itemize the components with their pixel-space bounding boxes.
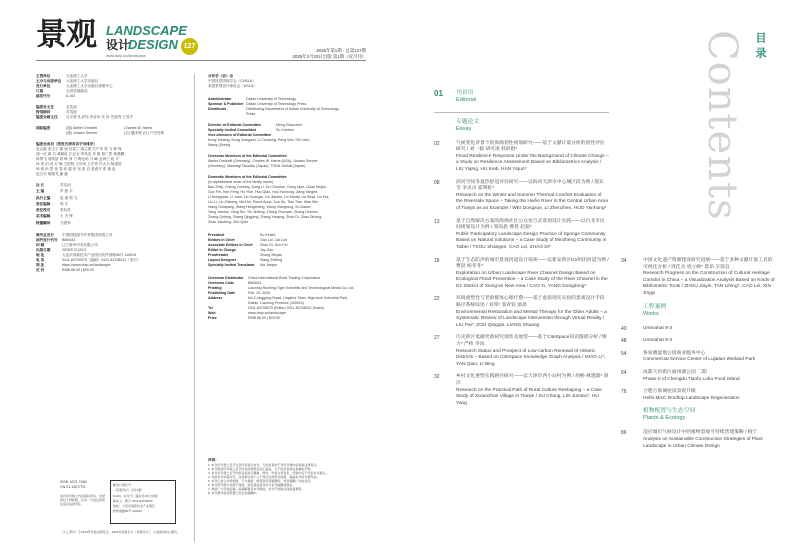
toc-section-cn: 植物配置与生态空间 xyxy=(643,408,696,415)
members-line: 包志毅 成玉宁 董 丽 杜春兰 端立群 关午军 郭 飞 韩 锋 xyxy=(36,147,122,151)
toc-title-cn: Ummahat 9-3 xyxy=(643,338,673,344)
issn-block xyxy=(60,480,106,506)
colophon-key: 特邀翻译 xyxy=(36,220,51,225)
colophon-key: 电 话 xyxy=(36,258,45,263)
toc-page-number: 86 xyxy=(621,430,627,437)
issue-line-2: 2025年2月20日出版 第1期（双月刊） xyxy=(292,54,366,59)
colophon-key: 邮发代号 xyxy=(36,94,51,98)
intl-editor-2: (日) 樋木保 (日) 户田芳树 xyxy=(124,131,165,135)
toc-title-en: Research on the Winter and Summer Thermal Comfort Evaluation of the Riverside Space – Taking the Haihe River in the Central Urban Area of Tianjin as an Example / WEI Dongxue, LI Zhenzhen, HUO Yanhong* xyxy=(456,192,608,211)
toc-section-labels xyxy=(643,408,695,422)
toc-page-number: 13 xyxy=(434,218,440,225)
colophon-key: Specially Invited Translator xyxy=(208,263,255,267)
members-line: 胡一可 黄 巧 黄顺虹 江亚全 李凤连 李 雄 林广思 林建麟 xyxy=(36,152,125,156)
colophon-key: Associate Editors in Chief xyxy=(208,243,253,247)
domestic-sub: (in alphabetical order of the family name) xyxy=(208,180,274,184)
masthead-divider xyxy=(36,60,366,61)
colophon-key xyxy=(208,112,246,117)
members-line: 杨 锐 孙 思 张 春 张 健 张 晋 张 启 张淑平 张 艳 赵 xyxy=(36,167,116,171)
toc-entry-text xyxy=(456,335,609,368)
colophon-key: Publishing Date xyxy=(208,291,236,295)
colophon-key: Overseas Code xyxy=(208,281,235,285)
colophon-row xyxy=(36,221,188,226)
colophon-value: Feb. 20, 2025 xyxy=(248,291,271,295)
logo-english-landscape: LANDSCAPE xyxy=(106,23,187,38)
colophon-value: China International Book Trading Corporation xyxy=(248,276,321,280)
colophon-key: Specially Invited Consultant xyxy=(208,128,256,132)
toc-title-cn: 滨河空间冬夏热舒适评价研究——以海河天津市中心城区段为例 / 殷东 雪 李贞贞 霍明虹* xyxy=(456,179,604,192)
colophon-key: 国际编委 xyxy=(36,126,51,130)
subscription-line: 联系人：郭宇 0411-84709075 xyxy=(113,498,153,503)
logo-english-design: DESIGN xyxy=(128,37,178,52)
colophon-row xyxy=(36,196,188,201)
colophon-value: 中国国际图书贸易集团有限公司 xyxy=(62,233,113,238)
toc-title-cn: 乡村文化重塑实践路径研究——以天津市西小站村为例 / 胡畅 林建燚* 胡洋 xyxy=(456,374,609,386)
subscription-line: 《景观设计》全年6册 xyxy=(113,488,142,493)
colophon-value: Wang Zhifeng xyxy=(260,258,283,262)
logo-chinese-design: 设计 xyxy=(106,38,131,52)
colophon-key: Editor in Charge xyxy=(208,248,236,252)
toc-title-cn: 气候变化背景下的海绵韧性规划研究——基于文献计量分析的韧性评估研究 / 刘一毅 胡可凌 韩轶群* xyxy=(456,140,605,153)
colophon-key: 责任编辑 xyxy=(36,201,51,206)
colophon-key: Address xyxy=(208,296,223,300)
colophon-key: 责任校对 xyxy=(36,208,51,213)
members-line: 林箐飞 刘滨谊 刘 晖 刘 力 陶达哈 马 嶂 孟海宁 欧 平 xyxy=(36,157,119,161)
colophon-value: 辽宁新华印务有限公司 xyxy=(62,243,98,248)
toc-page-number: 64 xyxy=(621,369,627,376)
colophon-key: 印 刷 xyxy=(36,243,45,248)
sponsor: 美国景观设计师协会（ASLA） xyxy=(208,84,257,88)
toc-entry-text xyxy=(643,389,740,402)
toc-title-en: Flood Resilience Response Under the Background of Climate Change – a Study on Resilience Assessment Based on Bibliometrics Analysis / LIU Yiqing, HU Kedi, HAN Yiqun* xyxy=(456,153,609,172)
toc-section xyxy=(434,90,609,104)
colophon-key: 美术编辑 xyxy=(36,214,51,219)
toc-entry-text xyxy=(456,141,609,174)
colophon-key: 主管单位 xyxy=(36,74,51,78)
toc-title-en: Environmental Restoration and Mental Therapy for the Older Adults – a Systematic Review of Landscape Intervention through Virtual Reality / LIU Pai*, ZOU Qingqin, LIANG Shuang xyxy=(456,309,607,328)
overseas-line: Atelier Dreiseitl (Germany), Charles W. Harris (USA), Johann Senner xyxy=(208,159,318,163)
colophon-value: 孔宇航 孔祥伟 李存东 沈 伟 史丽秀 王其亨 xyxy=(66,115,134,119)
colophon-value: 大连理工大学 xyxy=(66,74,88,78)
colophon-column-divider xyxy=(194,74,195,542)
colophon-value: Su Xuehen xyxy=(276,128,294,132)
subscription-line: 邮局订阅代号 xyxy=(113,483,132,487)
colophon-key: Editors in Chief xyxy=(208,238,235,242)
toc-title-en: Public Participatory Landscape Design Practice of Sponge Community Based on Natural Solutions – a Case Study of Minzheng Community in Taibei / TSOU Shangen, CAO Lei, ZHAO Di* xyxy=(456,231,607,250)
toc-entry[interactable] xyxy=(621,326,776,333)
toc-page-number: 08 xyxy=(434,179,440,186)
sponsor: 中国风景园林学会（CHSLA） xyxy=(208,79,256,83)
overseas-title: Overseas Members of the Editorial Committee xyxy=(208,154,287,158)
colophon-key: Director of Editorial Committee xyxy=(208,123,262,127)
colophon-key: Administrator xyxy=(208,97,232,101)
colophon-key: 海外总发行 xyxy=(36,233,54,238)
toc-section-cn: 刊首语 xyxy=(456,90,474,96)
colophon-value: Dalian, Liaoning Province (116024) xyxy=(248,301,304,305)
toc-section-cn: 专题论文 xyxy=(456,118,480,125)
colophon-value: 大连理工大学出版社营销中心 xyxy=(66,84,113,88)
toc-page-number: 27 xyxy=(434,335,440,342)
colophon-key: President xyxy=(208,233,225,237)
toc-section-cn: 工程案例 xyxy=(643,303,667,310)
subscription-line: 8-104，双月刊（逢双月20日出版） xyxy=(113,493,161,498)
toc-entry[interactable] xyxy=(621,430,776,450)
toc-page-number: 18 xyxy=(434,257,440,264)
toc-entry[interactable] xyxy=(434,335,609,368)
domestic-line: Zhang Qidong, Zhang Qingping, Zhang Yanying, Zhao Di, Zhao Dihong, xyxy=(208,215,323,219)
toc-page-number: 48 xyxy=(621,338,627,345)
intl-editor-1: (德) Atelier Dreiseitl xyxy=(66,126,98,130)
toc-title-cn: 适应城市气候设计中的植物景观可持续营建策略 / 杨宁 xyxy=(643,430,758,436)
colophon-value: 苏克治 xyxy=(60,183,71,187)
notice-item: 6. 本刊部分图片来源于网络，如有侵权请及时与本刊编辑部联系。 xyxy=(208,483,296,487)
toc-title-en: Research Status and Prospect of Low-carbon Renewal of Historic Districts – Based on CiteSpace Knowledge Graph Analysis / MIAO Li*, YAN Qiao, LI Bing xyxy=(456,348,606,367)
toc-entry-text xyxy=(643,326,672,333)
colophon-key: 发行单位 xyxy=(36,84,51,88)
colophon-key: 网 址 xyxy=(36,263,45,268)
colophon-value: 孟兆祯 xyxy=(66,105,77,109)
toc-title-cn: 环境重塑性与老龄群体心理疗愈——基于虚拟现实实验的景观设计手段路径系统综述 / 刘邦* 邹青钦 梁晨 xyxy=(456,296,605,309)
colophon-row xyxy=(36,208,188,213)
toc-title-cn: Ummahat 9-3 xyxy=(643,325,673,331)
toc-section-num xyxy=(621,408,643,422)
colophon-value: No.2 Linggong Road, Lingshui Town, High-tech Industrial Park, xyxy=(248,296,349,300)
toc-section-labels xyxy=(456,90,476,104)
toc-title-cn: 基于生态防洪的城市景观河道设计探索——以新安新区D1组团河道为例 / 曹晨 杨冬冬* xyxy=(456,257,609,270)
colophon-row xyxy=(36,202,188,207)
members-line: 孙 虎 田 优 万 敏 王国恒 王向荣 王宏荣 许大为 杨建园 xyxy=(36,162,122,166)
toc-entry[interactable] xyxy=(621,258,776,298)
toc-page-number: 40 xyxy=(621,325,627,332)
toc-entry-text xyxy=(643,338,672,345)
toc-page-number: 02 xyxy=(434,140,440,147)
colophon-key: 地 址 xyxy=(36,253,45,258)
colophon-key: Price xyxy=(208,316,217,320)
colophon-value: https://www.dutp.cn/landscape xyxy=(62,263,111,268)
committee-title: Vice-directors of Editorial Committee xyxy=(208,133,272,137)
toc-rule xyxy=(434,112,609,113)
toc-page-number: 22 xyxy=(434,296,440,303)
colophon-value: 郭 宇 xyxy=(60,201,69,206)
toc-page-number: 34 xyxy=(621,258,627,264)
overseas-line: (Germany), Masuagi Tamotsu (Japan), TODA Yoshiki (Japan) xyxy=(208,164,306,168)
colophon-key: 出版日期 xyxy=(36,248,51,253)
colophon-value: 2025年2月20日 xyxy=(62,248,87,253)
toc-entry-text xyxy=(456,219,609,252)
domestic-line: Guo Fei, Han Feng, Hu Yike, Huo Qiao, Huo Yanhong, Jiang Yangee, xyxy=(208,190,319,194)
toc-title-en: Exploration on Urban Landscape River Channel Design Based on Ecological Flood Prevention – a Case Study of the River Channel in the D1 District of Xiong'an New Area / CAO Yi, YANG Dongdong* xyxy=(456,270,608,289)
domestic-line: Wang Guoqiang, Wang Hongcheng, Wang Xiangrong, Xu Dawei, xyxy=(208,205,312,209)
toc-title-cn: 鲁家滩湿地公园商业服务中心 xyxy=(643,350,706,356)
notice-item: 1. 本刊所刊登之章节文章所有权归本刊，凡出版者均不对所刊登内容承担法律责任。 xyxy=(208,463,320,467)
colophon-value: 大连市高新技术产业园区软件园路80号 116024 xyxy=(62,253,137,258)
colophon-value: 大连理工大学出版社 xyxy=(66,79,99,83)
colophon-key: Sponsor & Publisher xyxy=(208,102,244,106)
issue-line-1: 2025年第1期 · 总第127期 xyxy=(316,48,366,53)
notice-item: 5. 本刊已加入中国知网、万方数据、维普资讯等数据库，作者稿酬一次性支付。 xyxy=(208,479,314,483)
colophon-value: Zhao Di, Guo Fei xyxy=(260,243,288,247)
colophon-value: Meng Zhaozhen xyxy=(276,123,302,127)
colophon-value: RMB 88.00 | $20.00 xyxy=(62,268,94,273)
toc-title-en: Hefei MixC Rooftop Landscape Regeneration xyxy=(643,395,740,401)
members-line: 赵万年 胡晓龙 潘 潘 xyxy=(36,172,68,176)
toc-column-right xyxy=(621,258,776,456)
masthead-url: www.dutp.cn/landscape xyxy=(106,54,146,58)
committee-names: Wang Qiheng xyxy=(208,143,230,147)
domestic-line: Bao Zhiyi, Cheng Yunning, Dong Li, Du Chunlan, Gong Lijun, Guan Wujun, xyxy=(208,185,328,189)
domestic-line: Liu Li, Liu Zhiheng, Ma Hui, Pierre Auric, Sun Hu, Tian Tian, Wan Min, xyxy=(208,200,319,204)
toc-section-en: Essay xyxy=(456,125,472,132)
colophon-value: Su Keizhi xyxy=(260,233,276,237)
colophon-value: 马建军 xyxy=(60,220,71,225)
colophon-value: Zhang Xinyan xyxy=(260,253,283,257)
colophon-value: Gao Lai, Cai Lun xyxy=(260,238,287,242)
toc-entry-text xyxy=(643,351,755,364)
contents-heading-cn: 目录 xyxy=(754,32,766,62)
intl-editor-2: Charles W. Harris xyxy=(124,126,153,130)
toc-title-en: Analysis on Sustainable Construction Strategies of Plant Landscape in Urban Climate Design xyxy=(643,436,763,449)
contents-heading-big: Contents xyxy=(699,30,745,221)
colophon-value: 全国各地邮局 xyxy=(66,89,88,93)
toc-entry-text xyxy=(643,258,776,298)
toc-entry-text xyxy=(643,370,740,383)
issue-badge: 127 xyxy=(181,38,198,55)
toc-entry[interactable] xyxy=(434,296,609,329)
notice-item: 3. 本刊对刊登之章节内容有权进行删减、修改，作者文责自负，所载内容不代表本刊观点。 xyxy=(208,471,329,475)
colophon-value: Ma Jianjun xyxy=(260,263,278,267)
colophon-value: 张昕昌 xyxy=(60,208,71,213)
toc-entry-text xyxy=(456,374,609,407)
toc-entry[interactable] xyxy=(434,374,609,407)
colophon-key: 社 长 xyxy=(36,183,45,187)
notice-item: 8. 本刊著作权使用费已包含在稿酬中。 xyxy=(208,491,260,495)
colophon-value: 苏雪痕 xyxy=(66,110,77,114)
colophon-key: 国外发行代号 xyxy=(36,238,58,243)
toc-title-cn: 中国文化遗产资源建设研究进展——基于多种文献计量工具的可视化分析 / 周佳舍 唐立峰* 景昂 辛琼宜 xyxy=(643,258,773,270)
subscription-box xyxy=(110,480,176,524)
colophon-key: Overseas Distributor xyxy=(208,276,244,280)
subscription-line: 地址：大连市高新技术产业园区 xyxy=(113,504,156,509)
notice-item: 4. 未经本刊书面许可，任何单位和个人不得以任何形式转载、摘编本刊所刊登作品。 xyxy=(208,475,320,479)
toc-page-number: 54 xyxy=(621,350,627,357)
toc-entry-text xyxy=(456,296,609,329)
colophon-english xyxy=(208,74,380,321)
notice-title: 声明： xyxy=(208,458,219,462)
committee-names: Kong Yuhang, Kong Xiangwei, Li Cundong, Peng Wei, Shi Lixiu, xyxy=(208,138,310,142)
logo-chinese: 景观 xyxy=(36,17,96,53)
colophon-key: Printing xyxy=(208,286,222,290)
toc-title-cn: 合肥万象城屋顶景观升级 xyxy=(643,389,696,395)
colophon-key: Tel xyxy=(208,306,213,310)
domestic-line: Li Hongyuan, Li Juan, Lin Guangsi, Lin Jianlan, Lin Muifai, Liu Binyi, Liu Hui, xyxy=(208,195,330,199)
colophon-value: Dalian University of Technology xyxy=(246,97,297,101)
toc-section xyxy=(621,408,776,422)
toc-title-en: Phase II of Chengdu Tianfu Luhu Food Island xyxy=(643,376,740,382)
colophon-value: BM0643 xyxy=(62,238,76,243)
toc-title-cn: 基于自然解决方案的海绵社区公众参与式景观设计实践——以台北市民间规划设计为例 / 邹尚恩 曹晨 赵迪* xyxy=(456,218,605,231)
toc-section-num xyxy=(434,119,456,133)
toc-entry-text xyxy=(456,258,609,291)
colophon-value: 肖 振 平 xyxy=(60,189,73,194)
members-title: 编委会成员（按姓氏拼音首字母排序） xyxy=(36,142,98,146)
colophon-value: Distributing Department of Dalian University of Technology xyxy=(246,107,339,111)
toc-title-en: Commercial Service Center of Lujiatan Wetland Park xyxy=(643,357,756,363)
issn-line: CN 21-1507/TU xyxy=(60,485,86,489)
toc-title-en: Research Progress on the Construction of Cultural Heritage Corridor in China – a Visualization Analysis Based on Kinds of Bibliometric Tools / ZHOU Jiayin, TAN Lifeng*, CAO Lei, XIN Jingyi xyxy=(643,271,775,296)
colophon-row xyxy=(36,214,188,219)
toc-entry[interactable] xyxy=(621,370,776,383)
toc-entry[interactable] xyxy=(434,219,609,252)
toc-entry-text xyxy=(456,180,609,213)
toc-section-labels xyxy=(643,304,666,318)
notice-item: 7. 欢迎广大读者投稿，投稿邮箱见本刊网站，本刊不收取任何版面费用。 xyxy=(208,487,305,491)
toc-page-number: 76 xyxy=(621,389,627,396)
toc-entry[interactable] xyxy=(621,338,776,345)
toc-entry[interactable] xyxy=(434,180,609,213)
colophon-row xyxy=(36,268,188,273)
colophon-value: Liaoning Running Tiger Scientific and Technological Media Co.,Ltd. xyxy=(248,286,355,290)
colophon-value: RMB 88.00 | $20.00 xyxy=(248,316,280,320)
colophon-value: 8-104 xyxy=(66,94,76,98)
toc-section xyxy=(434,119,609,133)
colophon-key: Web xyxy=(208,311,216,315)
toc-entry-text xyxy=(643,430,776,450)
colophon-key: 特别顾问 xyxy=(36,110,51,114)
toc-section xyxy=(621,304,776,318)
colophon-value: www.dutp.cn/landscape xyxy=(248,311,286,315)
colophon-value: 0411-84708075 (Editor) 0411-84708041 (Sales) xyxy=(248,306,324,310)
colophon-key: 订阅 xyxy=(36,89,44,93)
colophon-key: Distributor xyxy=(208,107,227,111)
domestic-title: Domestic Members of the Editorial Committee xyxy=(208,175,287,179)
toc-section-num: 01 xyxy=(434,89,443,98)
toc-title-en: Research on the Practical Path of Rural Culture Reshaping – a Case Study of Xixiaozhan Village in Tianjin / XU Chang, LIN Jiantao*, HU Yang xyxy=(456,387,602,406)
toc-column-left xyxy=(434,84,609,413)
toc-section-en: Plants & Ecology xyxy=(643,415,686,422)
colophon-key: 主办与出版单位 xyxy=(36,79,62,83)
issn-line: ISSN 1672-7460 xyxy=(60,480,87,484)
colophon-value: Joy Gao xyxy=(260,248,274,252)
toc-section-labels xyxy=(456,119,479,133)
colophon-key: Layout Designer xyxy=(208,258,237,262)
colophon-value: Dalian University of Technology Press xyxy=(246,102,307,106)
toc-title-cn: 历史街区低碳更新研究现状及展望——基于CiteSpace知识图谱分析 / 缪力* 严桥 李冰 xyxy=(456,335,607,348)
toc-section-en: Editorial xyxy=(456,97,477,103)
colophon-key: 编委会主任 xyxy=(36,105,54,109)
colophon-value: BM0643 xyxy=(248,281,262,285)
colophon-key: Proofreader xyxy=(208,253,229,257)
subscription-line: 软件园路80号 116024 xyxy=(113,509,142,514)
toc-entry[interactable] xyxy=(621,389,776,402)
colophon-row xyxy=(36,183,188,188)
colophon-key: 主 编 xyxy=(36,189,45,194)
sponsors-title: 合作学（协）会 xyxy=(208,74,234,78)
copyright-note: 本刊所刊载之内容版权所有，未经授权不得转载，任何一方违反将依法追究法律责任。 xyxy=(60,494,106,506)
colophon-key xyxy=(36,131,66,136)
colophon-value: 王 杰 锋 xyxy=(60,214,73,219)
colophon-value: Press xyxy=(246,112,256,116)
colophon-key: 编委会副主任 xyxy=(36,115,58,119)
colophon-chinese xyxy=(36,74,188,273)
toc-entry[interactable] xyxy=(621,351,776,364)
domestic-line: Yang Jianhui, Yang Rui, Yin Jinfeng, Zhang Chunyan, Zhang Dezhun, xyxy=(208,210,319,214)
toc-section-num xyxy=(621,304,643,318)
cover-note: 《大工季刊》于1970年开始出版发行，2002年起更名为《景观设计》，入选国家核心期刊。 xyxy=(60,530,180,534)
colophon-value: 赵 迪 郭 飞 xyxy=(60,195,78,200)
colophon-key: 执行主编 xyxy=(36,195,51,200)
intl-editor-1: (德) Johann Senner xyxy=(66,131,98,135)
notice-item: 2. 本刊保留所刊载之章节内容的使用权及汇编权，凡不同意者请在来稿时声明。 xyxy=(208,467,314,471)
notice-block xyxy=(208,458,368,495)
toc-section-en: Works xyxy=(643,310,659,317)
colophon-row xyxy=(36,189,188,194)
toc-entry[interactable] xyxy=(434,258,609,291)
toc-page-number: 32 xyxy=(434,374,440,381)
colophon-key: 定 价 xyxy=(36,268,45,273)
toc-entry[interactable] xyxy=(434,141,609,174)
toc-title-cn: 成都天府新区福州湖公园 二期 xyxy=(643,369,707,375)
colophon-value: 0411-84709075（编辑）0411-84708041（发行） xyxy=(62,258,141,263)
domestic-line: Zhao Xiaolong, Zhu Qian xyxy=(208,220,248,224)
colophon-row xyxy=(208,316,380,321)
